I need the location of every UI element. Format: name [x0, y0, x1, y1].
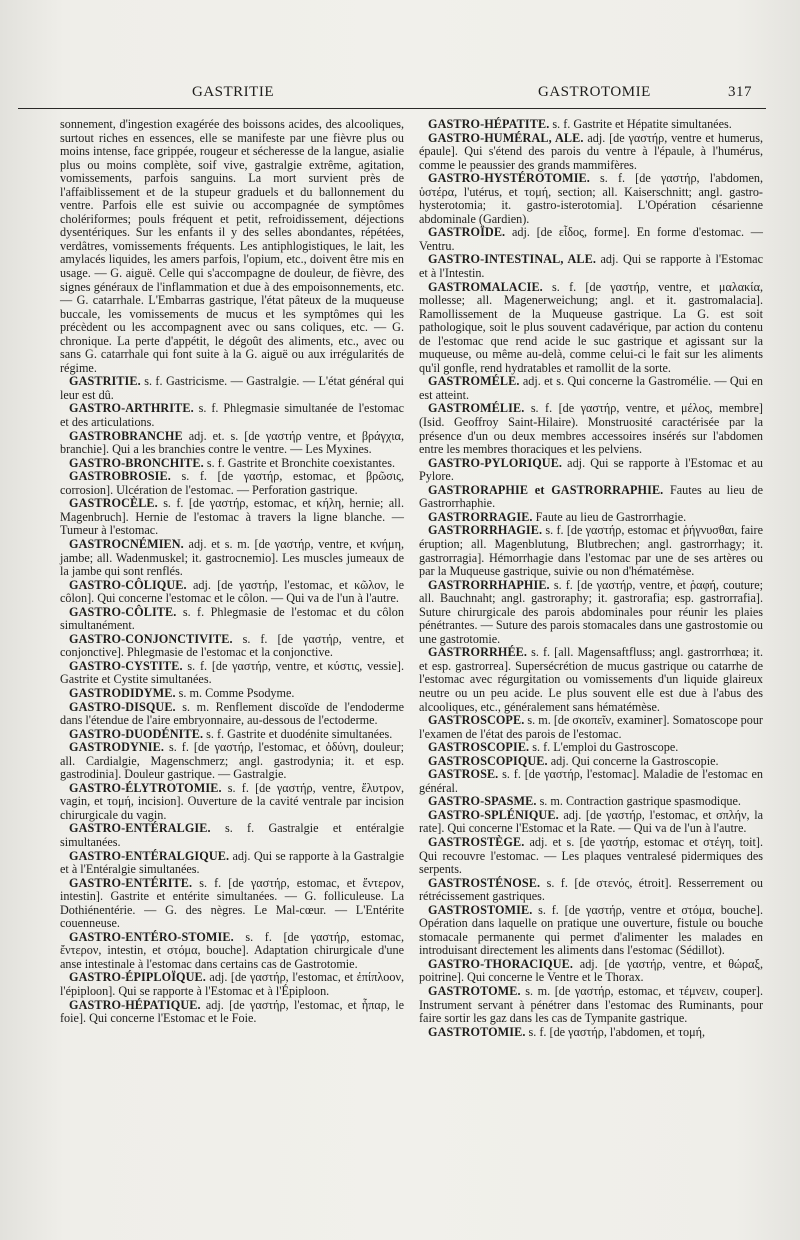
entry-headword: GASTRORRHÉE. [428, 645, 528, 660]
entry-headword: GASTRO-THORACIQUE. [428, 956, 574, 971]
left-running-title: GASTRITIE [192, 84, 274, 100]
dictionary-entry [60, 497, 404, 538]
dictionary-entry [60, 538, 404, 579]
dictionary-entry [60, 822, 404, 849]
dictionary-entry [60, 606, 404, 633]
entry-definition: s. f. [de γαστήρ, estomac, et κήλη, hernie; all. Magenbruch]. Hernie de l'estomac à travers la ligne blanche. — Tumeur à l'estomac. [60, 496, 404, 538]
entry-definition: s. f. Phlegmasie simultanée de l'estomac et des articulations. [60, 401, 404, 430]
dictionary-entry [60, 782, 404, 823]
entry-definition: s. m. Comme Psodyme. [175, 685, 295, 700]
entry-headword: GASTRO-ARTHRITE. [69, 401, 194, 416]
entry-definition: s. f. [de γαστήρ, l'abdomen, et τομή, [525, 1024, 706, 1039]
entry-headword: GASTRO-CÔLITE. [69, 604, 177, 619]
entry-headword: GASTRO-HYSTÉROTOMIE. [428, 171, 590, 186]
dictionary-entry [419, 985, 763, 1026]
entry-definition: adj. et s. Qui concerne la Gastromélie. — Qui en est atteint. [419, 374, 763, 402]
dictionary-entry [419, 836, 763, 877]
entry-definition: s. f. [de γαστήρ, ventre, et conjonctive]. Phlegmasie de l'estomac et la conjonctive. [60, 631, 404, 660]
entry-headword: GASTRO-ENTÉRALGIQUE. [69, 848, 230, 863]
dictionary-entry [60, 728, 404, 742]
entry-definition: s. f. [de γαστήρ, ventre, ἔλυτρον, vagin, et τομή, incision]. Ouverture de la cavité ventrale par incision chirurgicale du vagin. [60, 780, 404, 822]
entry-definition: s. f. [de στενός, étroit]. Resserrement ou rétrécissement gastriques. [419, 875, 763, 904]
dictionary-entry [419, 904, 763, 958]
entry-headword: GASTRO-BRONCHITE. [69, 455, 204, 470]
entry-headword: GASTRO-CONJONCTIVITE. [69, 631, 233, 646]
dictionary-entry [419, 579, 763, 647]
dictionary-entry [60, 931, 404, 972]
entry-headword: GASTROSE. [428, 767, 499, 782]
entry-definition: adj. [de εἶδος, forme]. En forme d'estomac. — Ventru. [419, 225, 763, 253]
page-number: 317 [728, 84, 752, 100]
entry-definition: adj. [de γαστήρ, l'estomac, et σπλήν, la rate]. Qui concerne l'Estomac et la Rate. — Qui va de l'un à l'autre. [419, 807, 763, 836]
entry-definition: Faute au lieu de Gastrorrhagie. [532, 509, 687, 524]
entry-definition: s. m. Contraction gastrique spasmodique. [536, 794, 741, 809]
entry-headword: GASTROTOME. [428, 984, 521, 998]
entry-headword: GASTRO-DISQUE. [69, 699, 176, 714]
dictionary-entry [419, 795, 763, 809]
entry-headword: GASTROCÈLE. [69, 496, 158, 511]
dictionary-entry [419, 172, 763, 226]
entry-definition: adj. Qui se rapporte à l'Estomac et au Pylore. [419, 455, 763, 484]
entry-definition: adj. et. s. [de γαστήρ ventre, et βράγχια, branchie]. Qui a les branchies contre le ventre. — Les Myxines. [60, 428, 404, 457]
dictionary-entry [419, 253, 763, 280]
dictionary-entry [419, 524, 763, 578]
entry-headword: GASTROSTOMIE. [428, 902, 533, 917]
dictionary-entry [60, 375, 404, 402]
entry-definition: s. f. [de γαστήρ, ventre, et κύστις, vessie]. Gastrite et Cystite simultanées. [60, 658, 404, 687]
entry-headword: GASTRO-PYLORIQUE. [428, 455, 563, 470]
dictionary-entry [419, 511, 763, 525]
entry-headword: GASTROMALACIE. [428, 279, 543, 294]
dictionary-entry [60, 850, 404, 877]
dictionary-entry [419, 1026, 763, 1040]
dictionary-entry [60, 457, 404, 471]
entry-headword: GASTRO-CÔLIQUE. [69, 577, 187, 592]
entry-headword: GASTRODYNIE. [69, 740, 164, 755]
right-column [419, 118, 763, 1039]
entry-headword: GASTRO-INTESTINAL, ALE. [428, 252, 597, 267]
dictionary-entry [60, 470, 404, 497]
entry-headword: GASTROSTÉNOSE. [428, 875, 541, 890]
entry-headword: GASTRODIDYME. [69, 685, 176, 700]
entry-headword: GASTRO-CYSTITE. [69, 658, 183, 673]
entry-headword: GASTRORRAGIE. [428, 509, 533, 524]
entry-headword: GASTROMÉLE. [428, 374, 520, 389]
entry-definition: adj. [de γαστήρ, ventre et humerus, épaule]. Qui s'étend des parois du ventre à l'épaule, à l'humérus, comme le peaussier des grands mammifères. [419, 130, 763, 172]
entry-headword: GASTROCNÉMIEN. [69, 536, 184, 551]
entry-headword: GASTROMÉLIE. [428, 401, 525, 416]
dictionary-entry [60, 118, 404, 375]
entry-definition: s. f. [de γαστήρ, estomac, ἔντερον, intestin, et στόμα, bouche]. Adaptation chirurgicale d'une anse intestinale à l'estomac dans certains cas de Gastrotomie. [60, 929, 404, 971]
header-rule [18, 108, 766, 109]
entry-definition: s. f. [de γαστήρ, estomac, et ἔντερον, intestin]. Gastrite et entérite simultanées. — G. folliculeuse. La Dothiénentérie. — G. des nègres. Le Mal-cœur. — L'Entérite couenneuse. [60, 875, 404, 931]
dictionary-entry [419, 226, 763, 253]
dictionary-entry [419, 958, 763, 985]
entry-headword: GASTRO-ENTÉRITE. [69, 875, 193, 890]
entry-definition: s. f. [de γαστήρ, l'abdomen, ὑστέρα, l'utérus, et τομή, section; all. Kaiserschnitt; angl. gastro-hysterotomia; it. gastro-isterotomia]. L'Opération césarienne abdominale (Gardien). [419, 171, 763, 226]
dictionary-entry [419, 809, 763, 836]
entry-definition: adj. et s. m. [de γαστήρ, ventre, et κνήμη, jambe; all. Wadenmuskel; it. gastrocnemio]. Les muscles jumeaux de la jambe qui sont renflés. [60, 536, 404, 579]
entry-headword: GASTRORRHAPHIE. [428, 577, 550, 592]
dictionary-entry [60, 633, 404, 660]
dictionary-entry [60, 877, 404, 931]
entry-headword: GASTROSTÈGE. [428, 834, 525, 849]
entry-definition: adj. [de γαστήρ, l'estomac, et ἐπίπλοον, l'épiploon]. Qui se rapporte à l'Estomac et à l'Épiploon. [60, 970, 404, 998]
entry-definition: s. f. [de γαστήρ, ventre et στόμα, bouche]. Opération dans laquelle on pratique une ouverture, fistule ou bouche stomacale permanente qui permet d'alimenter les malades en introduisant directement les aliments dans l'estomac (Sédillot). [419, 902, 763, 958]
entry-definition: s. f. [de γαστήρ, ventre, et ῥαφή, couture; all. Bauchnaht; angl. gastroraphy; it. gastrorafia; esp. gastrorrafia]. Suture chirurgicale des parois abdominales pour réunir les plaies pénétrantes. — Suture des parois stomacales dans une gastrostomie ou une gastrotomie. [419, 577, 763, 646]
entry-definition: s. f. Gastrite et duodénite simultanées. [203, 726, 393, 741]
entry-definition: s. f. Phlegmasie de l'estomac et du côlon simultanément. [60, 604, 404, 633]
entry-definition: s. m. Renflement discoïde de l'endoderme dans l'étendue de l'aire embryonnaire, au-dessous de l'ectoderme. [60, 699, 404, 728]
entry-headword: GASTRO-ENTÉRO-STOMIE. [69, 929, 234, 944]
entry-definition: adj. Qui se rapporte à l'Estomac et à l'Intestin. [419, 252, 763, 281]
entry-headword: GASTROTOMIE. [428, 1024, 526, 1039]
dictionary-entry [419, 484, 763, 511]
dictionary-entry [419, 281, 763, 376]
dictionary-entry [419, 402, 763, 456]
entry-headword: GASTRO-SPLÉNIQUE. [428, 807, 559, 822]
entry-headword: GASTROSCOPIQUE. [428, 753, 548, 768]
entry-definition: s. f. [de γαστήρ, ventre, et μέλος, membre] (Isid. Geoffroy Saint-Hilaire). Monstruosité caractérisée par la présence d'un ou deux membres accessoires insérés sur l'abdomen entre les membres thoraciques et les pelviens. [419, 401, 763, 457]
dictionary-entry [419, 132, 763, 173]
entry-headword: GASTRO-HÉPATIQUE. [69, 997, 201, 1012]
entry-headword: GASTRITIE. [69, 374, 141, 389]
entry-headword: GASTRORAPHIE et GASTRORRAPHIE. [428, 482, 664, 497]
dictionary-entry [419, 118, 763, 132]
entry-definition: s. f. [de γαστήρ, l'estomac]. Maladie de l'estomac en général. [419, 767, 763, 795]
entry-definition: sonnement, d'ingestion exagérée des boissons acides, des alcooliques, surtout riches en essences, elle se manifeste par une fièvre plus ou moins intense, face grippée, rougeur et sécheresse de la langue, asialie plus ou moins complète, soif vive, gastralgie extrême, agitation, vomissements, parfois sanguins. La mort survient près de l'affaiblissement et de la stupeur graduels et du ballonnement du ventre. Parfois elle est suivie ou accompagnée de symptômes cholériformes; pouls fréquent et petit, refroidissement, déjections dysentériques. Sur les enfants il y des selles abondantes, répétées, verdâtres, vomissements fréquents. Les antiphlogistiques, le lait, les amylacés liquides, les amers parfois, l'opium, etc., doivent être mis en usage. — G. aiguë. Celle qui s'accompagne de douleur, de fièvre, des signes généraux de l'inflammation et due à des empoisonnements, etc. — G. catarrhale. L'Embarras gastrique, l'état pâteux de la muqueuse buccale, les vomissements de mucus et les symptômes qui les précèdent ou les accompagnent avec ou sans coliques, etc. — G. chronique. La perte d'appétit, le dégoût des aliments, etc., avec ou sans G. catarrhale qui font suite à la G. aiguë ou aux irrégularités de régime. [60, 117, 404, 375]
entry-definition: s. f. [de γαστήρ, ventre, et μαλακία, mollesse; all. Magenerweichung; angl. et it. gastromalacia]. Ramollissement de la Muqueuse gastrique. La G. est soit pathologique, soit le plus souvent cadavérique, par action du contenu de l'estomac que rend acide le suc gastrique et agissant sur la muqueuse, ou même au-delà, comme celui-ci le fait sur les aliments qu'il gonfle, rend hydratables et ramollit de la sorte. [419, 279, 763, 375]
dictionary-entry [419, 714, 763, 741]
entry-definition: s. f. [de γαστήρ, estomac, et βρῶσις, corrosion]. Ulcération de l'estomac. — Perforation gastrique. [60, 469, 404, 497]
entry-definition: adj. [de γαστήρ, l'estomac, et ἧπαρ, le foie]. Qui concerne l'Estomac et le Foie. [60, 997, 404, 1026]
entry-headword: GASTRO-ENTÉRALGIE. [69, 821, 211, 836]
dictionary-entry [419, 741, 763, 755]
running-header [0, 84, 800, 106]
entry-definition: s. f. [de γαστήρ, l'estomac, et ὀδύνη, douleur; all. Cardialgie, Magenschmerz; angl. gastrodynia; it. et esp. gastrodinia]. Douleur gastrique. — Gastralgie. [60, 740, 404, 782]
dictionary-entry [60, 579, 404, 606]
entry-definition: s. f. Gastrite et Bronchite coexistantes. [203, 455, 396, 470]
entry-headword: GASTROSCOPE. [428, 713, 525, 728]
entry-headword: GASTROBROSIE. [69, 469, 171, 484]
entry-headword: GASTRORRHAGIE. [428, 523, 543, 538]
dictionary-entry [60, 660, 404, 687]
dictionary-entry [419, 755, 763, 769]
dictionary-entry [60, 999, 404, 1026]
dictionary-entry [60, 430, 404, 457]
entry-definition: s. m. [de γαστήρ, estomac, et τέμνειν, couper]. Instrument servant à pénétrer dans l'estomac des Ruminants, pour faire sortir les gaz dans les cas de Tympanite gastrique. [419, 984, 763, 1026]
right-running-title: GASTROTOMIE [538, 84, 651, 100]
entry-definition: s. f. Gastricisme. — Gastralgie. — L'état général qui leur est dû. [60, 374, 404, 402]
entry-headword: GASTRO-DUODÉNITE. [69, 726, 204, 741]
entry-headword: GASTRO-ÉPIPLOÏQUE. [69, 970, 206, 985]
dictionary-entry [419, 646, 763, 714]
entry-headword: GASTROBRANCHE [69, 428, 183, 443]
entry-headword: GASTRO-SPASME. [428, 794, 537, 809]
entry-definition: s. f. Gastrite et Hépatite simultanées. [549, 117, 732, 131]
entry-definition: s. f. [all. Magensaftfluss; angl. gastrorrhœa; it. et esp. gastrorrea]. Supersécrétion de mucus gastrique ou catarrhe de l'estomac avec régurgitation ou vomissements d'un liquide glaireux neutre ou un peu acide. Le plus souvent elle est due à l'abus des alcooliques, etc., généralement sans hématémèse. [419, 645, 763, 714]
entry-headword: GASTRO-ÉLYTROTOMIE. [69, 780, 222, 795]
entry-headword: GASTROÏDE. [428, 225, 506, 240]
dictionary-entry [419, 877, 763, 904]
entry-definition: s. m. [de σκοπεῖν, examiner]. Somatoscope pour l'examen de l'état des parois de l'estomac. [419, 713, 763, 741]
entry-headword: GASTRO-HÉPATITE. [428, 117, 550, 131]
entry-definition: adj. et s. [de γαστήρ, estomac et στέγη, toit]. Qui recouvre l'estomac. — Les plaques ventralesé pidermiques des serpents. [419, 834, 763, 877]
entry-definition: adj. [de γαστήρ, l'estomac, et κῶλον, le côlon]. Qui concerne l'estomac et le côlon. — Qui va de l'un à l'autre. [60, 577, 404, 606]
entry-definition: s. f. L'emploi du Gastroscope. [529, 740, 679, 755]
entry-definition: Fautes au lieu de Gastrorrhaphie. [419, 482, 763, 511]
dictionary-entry [60, 971, 404, 998]
dictionary-entry [60, 687, 404, 701]
entry-definition: adj. [de γαστήρ, ventre, et θώραξ, poitrine]. Qui concerne le Ventre et le Thorax. [419, 956, 763, 985]
dictionary-entry [60, 402, 404, 429]
entry-headword: GASTROSCOPIE. [428, 740, 530, 755]
entry-definition: s. f. Gastralgie et entéralgie simultanées. [60, 821, 404, 849]
entry-definition: s. f. [de γαστήρ, estomac et ῥήγνυσθαι, faire éruption; all. Magenblutung, Blutbrechen; angl. gastrorrhagy; it. gastrorragia]. Hémorrhagie dans l'estomac par une de ses artères ou par la Muqueuse gastrique, suivie ou non d'hématémèse. [419, 523, 763, 579]
dictionary-entry [419, 375, 763, 402]
dictionary-entry [419, 768, 763, 795]
dictionary-entry [60, 741, 404, 782]
dictionary-entry [419, 457, 763, 484]
entry-definition: adj. Qui concerne la Gastroscopie. [547, 753, 719, 768]
entry-headword: GASTRO-HUMÉRAL, ALE. [428, 130, 584, 145]
entry-definition: adj. Qui se rapporte à la Gastralgie et à l'Entéralgie simultanées. [60, 848, 404, 877]
left-column [60, 118, 404, 1026]
dictionary-entry [60, 701, 404, 728]
